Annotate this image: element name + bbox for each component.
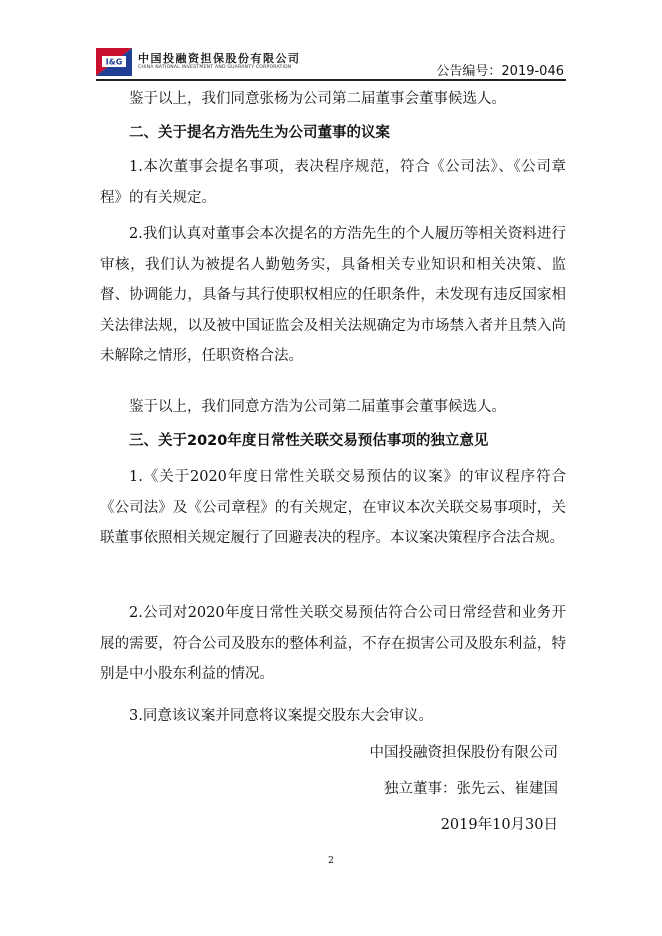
paragraph-conclusion-1: 鉴于以上，我们同意张杨为公司第二届董事会董事候选人。 [129, 91, 506, 107]
signature-company: 中国投融资担保股份有限公司 [369, 745, 558, 761]
paragraph-item-3-3: 3.同意该议案并同意将议案提交股东大会审议。 [129, 708, 433, 724]
section-heading-3: 三、关于2020年度日常性关联交易预估事项的独立意见 [129, 433, 489, 449]
paragraph-item-3-2: 2.公司对2020年度日常性关联交易预估符合公司日常经营和业务开展的需要，符合公司及股东的整体利益，不存在损害公司及股东利益，特别是中小股东利益的情况。 [100, 605, 566, 682]
company-name-cn: 中国投融资担保股份有限公司 [138, 52, 301, 65]
signature-date: 2019年10月30日 [440, 817, 558, 833]
paragraph-item-2-1: 1.本次董事会提名事项，表决程序规范，符合《公司法》、《公司章程》的有关规定。 [100, 159, 566, 206]
signature-directors: 独立董事：张先云、崔建国 [384, 781, 558, 797]
paragraph-item-3-1: 1.《关于2020年度日常性关联交易预估的议案》的审议程序符合《公司法》及《公司章程》的有关规定，在审议本次关联交易事项时，关联董事依照相关规定履行了回避表决的程序。本议案决策程序合法合规。 [100, 469, 566, 546]
page-number: 2 [328, 856, 334, 866]
header-divider [96, 79, 566, 81]
company-logo-icon [96, 48, 132, 76]
section-heading-2: 二、关于提名方浩先生为公司董事的议案 [129, 125, 390, 141]
document-header [96, 44, 566, 78]
company-name-en: CHINA NATIONAL INVESTMENT AND GUARANTY CORPORATION [138, 65, 292, 70]
notice-number: 公告编号：2019-046 [436, 64, 564, 79]
paragraph-conclusion-2: 鉴于以上，我们同意方浩为公司第二届董事会董事候选人。 [129, 399, 506, 415]
paragraph-item-2-2: 2.我们认真对董事会本次提名的方浩先生的个人履历等相关资料进行审核，我们认为被提名人勤勉务实，具备相关专业知识和相关决策、监督、协调能力，具备与其行使职权相应的任职条件，未发现有违反国家相关法律法规，以及被中国证监会及相关法规确定为市场禁入者并且禁入尚未解除之情形，任职资格合法。 [100, 226, 566, 364]
logo-text: I&G [105, 57, 123, 67]
